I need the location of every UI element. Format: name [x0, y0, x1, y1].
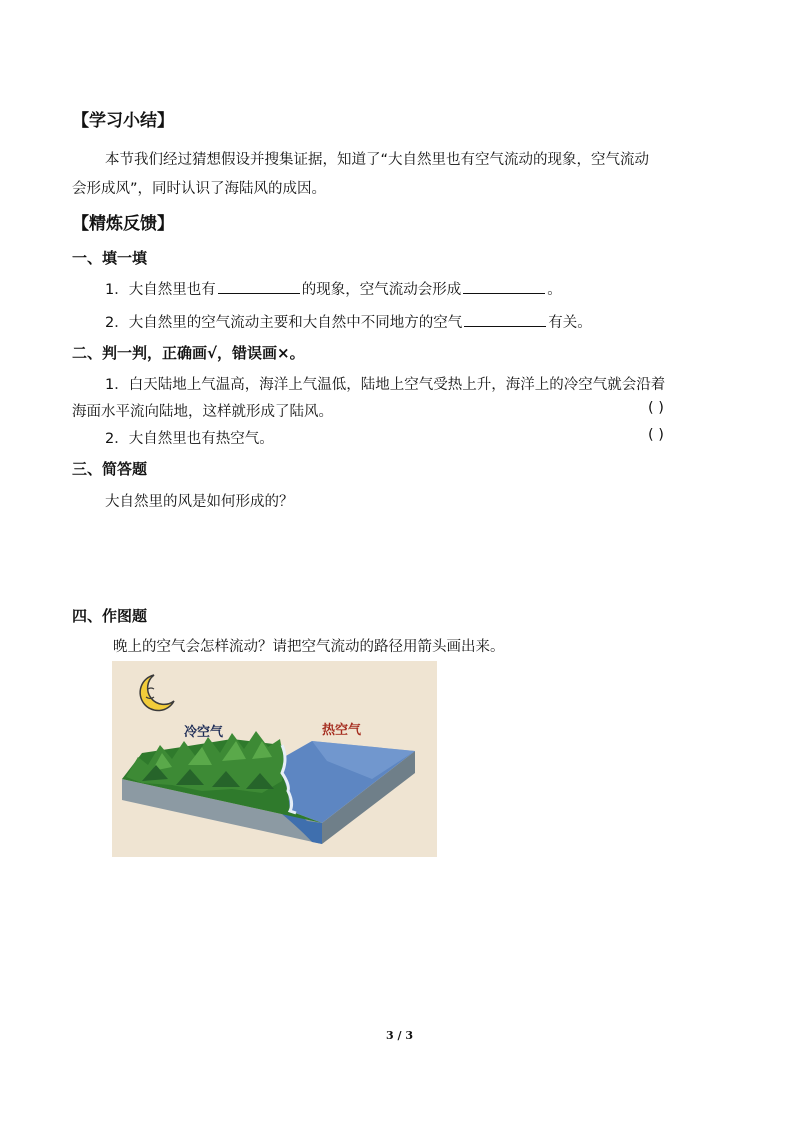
- fill-blank-1[interactable]: [218, 279, 300, 294]
- judge-q1-line1: 1．白天陆地上气温高，海洋上气温低，陆地上空气受热上升，海洋上的冷空气就会沿着: [105, 377, 666, 393]
- fill-blank-3[interactable]: [464, 312, 546, 327]
- moon-eye: [148, 688, 154, 689]
- fill-q1-part-c: 。: [547, 282, 562, 298]
- drawing-title: 四、作图题: [72, 607, 148, 625]
- short-answer-question: 大自然里的风是如何形成的？: [105, 494, 294, 510]
- short-answer-title: 三、简答题: [72, 460, 148, 478]
- land-sea-diagram: [112, 661, 437, 857]
- judge-q1-line2: 海面水平流向陆地，这样就形成了陆风。: [72, 404, 333, 420]
- fill-question-1: [105, 278, 562, 299]
- judge-answer-paren-2[interactable]: ( ): [648, 427, 664, 443]
- practice-heading: 【精炼反馈】: [72, 214, 174, 234]
- fill-in-title: 一、填一填: [72, 249, 148, 267]
- judge-title: 二、判一判，正确画√，错误画×。: [72, 344, 305, 362]
- fill-q2-part-a: 2．大自然里的空气流动主要和大自然中不同地方的空气: [105, 315, 463, 331]
- judge-q2: 2．大自然里也有热空气。: [105, 431, 274, 447]
- land-sea-illustration[interactable]: [112, 661, 437, 857]
- fill-q1-part-b: 的现象，空气流动会形成: [301, 282, 462, 298]
- moon-icon: [140, 675, 174, 711]
- summary-text-line1: 本节我们经过猜想假设并搜集证据，知道了“大自然里也有空气流动的现象，空气流动: [105, 152, 650, 168]
- judge-answer-paren-1[interactable]: ( ): [648, 400, 664, 416]
- drawing-question: 晚上的空气会怎样流动？请把空气流动的路径用箭头画出来。: [113, 639, 505, 655]
- hot-air-label: 热空气: [322, 723, 362, 738]
- summary-heading: 【学习小结】: [72, 111, 174, 131]
- fill-question-2: [105, 311, 592, 332]
- cold-air-label: 冷空气: [184, 725, 224, 740]
- fill-blank-2[interactable]: [463, 279, 545, 294]
- fill-q2-part-b: 有关。: [548, 315, 592, 331]
- fill-q1-part-a: 1．大自然里也有: [105, 282, 216, 298]
- summary-text-line2: 会形成风”，同时认识了海陆风的成因。: [72, 181, 327, 197]
- page-number: 3 / 3: [386, 1029, 413, 1042]
